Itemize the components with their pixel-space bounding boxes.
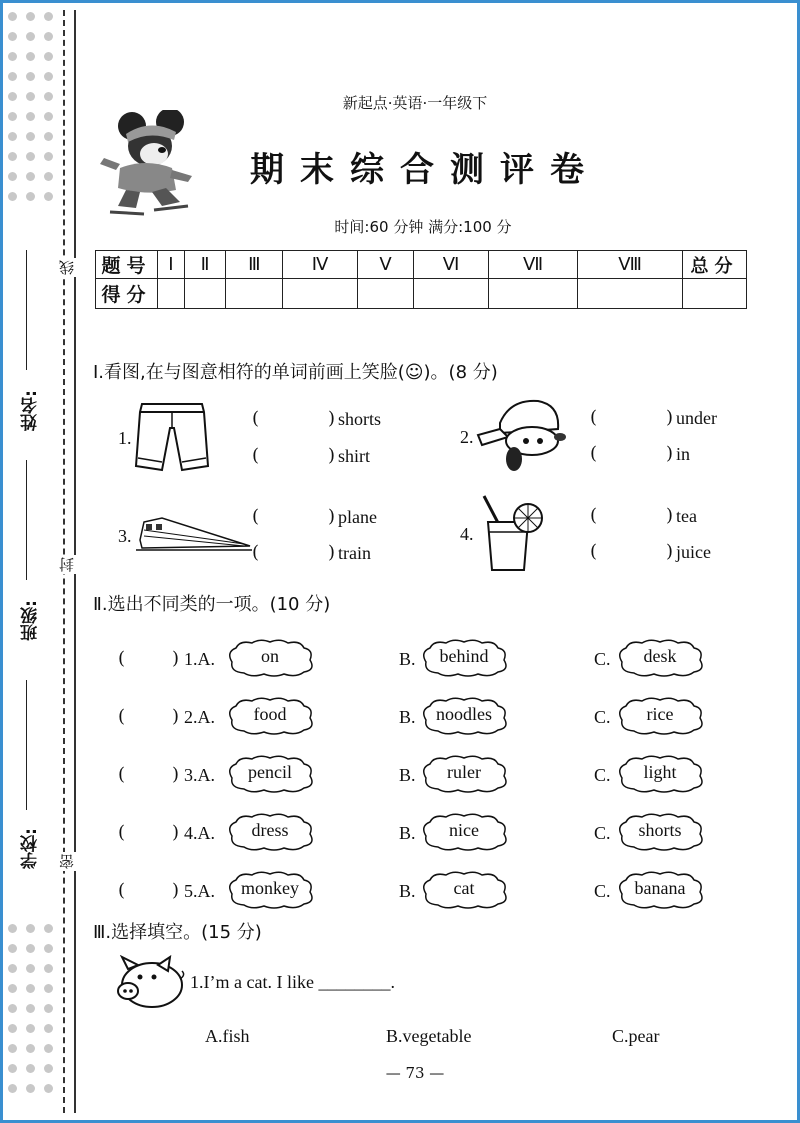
seal-word-secret: 密 [58, 854, 76, 869]
s2-row5-answer-close: ) [172, 880, 180, 901]
score-table [95, 250, 747, 309]
s2-row1-b-prefix: B. [399, 649, 416, 669]
exam-meta: 时间:60 分钟 满分:100 分 [334, 218, 512, 236]
s2-row3-option-b-cloud[interactable] [418, 754, 510, 794]
score-cell[interactable] [683, 279, 747, 309]
seal-word-line: 线 [58, 260, 76, 275]
s2-row2-b-prefix: B. [399, 707, 416, 727]
series-title: 新起点·英语·一年级下 [342, 94, 488, 112]
shorts-icon [132, 400, 212, 475]
score-cell[interactable] [414, 279, 489, 309]
s2-row3-option-b-word: ruler [447, 762, 481, 782]
seal-word-seal: 封 [58, 557, 76, 572]
s2-row3-option-c-word: light [643, 762, 677, 782]
s2-row4-number: 4.A. [184, 823, 215, 843]
s2-row5-answer-open[interactable]: ( [118, 880, 126, 901]
s1-answer-shorts[interactable]: shorts [338, 409, 382, 429]
s2-row3-number: 3.A. [184, 765, 215, 785]
s2-row2-option-c-cloud[interactable] [614, 696, 706, 736]
s2-row1-option-a-word: on [261, 646, 279, 666]
s2-row2-option-b-cloud[interactable] [418, 696, 510, 736]
s2-row4-answer-open[interactable]: ( [118, 822, 126, 843]
s2-row5-option-b-word: cat [453, 878, 475, 898]
score-cell[interactable] [357, 279, 413, 309]
s2-row1-option-b-word: behind [439, 646, 489, 666]
s2-row1-answer-close: ) [172, 648, 180, 669]
score-col-8: Ⅷ [578, 251, 683, 279]
school-label: 学校: [21, 828, 41, 869]
s2-row5-option-b-cloud[interactable] [418, 870, 510, 910]
s2-row1-option-c-cloud[interactable] [614, 638, 706, 678]
score-col-7: Ⅶ [488, 251, 578, 279]
s2-row5-option-c-cloud[interactable] [614, 870, 706, 910]
score-row-label: 得分 [96, 279, 158, 309]
s2-row2-answer-close: ) [172, 706, 180, 727]
s2-row5-option-a-word: monkey [241, 878, 299, 898]
school-line [26, 680, 27, 810]
s3-q1-option-b[interactable]: B.vegetable [386, 1026, 472, 1046]
section2-heading: Ⅱ.选出不同类的一项。(10 分) [93, 594, 331, 615]
s1-item2-number: 2. [460, 427, 474, 447]
score-cell[interactable] [578, 279, 683, 309]
page-number: — 73 — [385, 1064, 445, 1082]
name-line [26, 250, 27, 370]
s3-q1-option-c[interactable]: C.pear [612, 1026, 660, 1046]
s2-row5-c-prefix: C. [594, 881, 611, 901]
score-cell[interactable] [283, 279, 358, 309]
s2-row2-number: 2.A. [184, 707, 215, 727]
s1-answer-shirt[interactable]: shirt [338, 446, 371, 466]
score-col-total: 总分 [683, 251, 747, 279]
s2-row4-option-c-cloud[interactable] [614, 812, 706, 852]
s1-answer-train[interactable]: train [338, 543, 371, 563]
s1-item1-number: 1. [118, 428, 132, 448]
s1-answer-in[interactable]: in [676, 444, 691, 464]
s2-row2-option-a-cloud[interactable] [224, 696, 316, 736]
s2-row4-option-b-word: nice [449, 820, 479, 840]
s3-q1-option-a[interactable]: A.fish [205, 1026, 250, 1046]
s2-row3-option-c-cloud[interactable] [614, 754, 706, 794]
s2-row1-option-c-word: desk [643, 646, 677, 666]
s2-row3-answer-close: ) [172, 764, 180, 785]
score-table-score-row [96, 279, 747, 309]
score-table-header-row [96, 251, 747, 279]
s1-item3-number: 3. [118, 526, 132, 546]
s2-row1-option-a-cloud[interactable] [224, 638, 316, 678]
pig-icon [114, 955, 186, 1011]
s2-row5-option-a-cloud[interactable] [224, 870, 316, 910]
s2-row1-c-prefix: C. [594, 649, 611, 669]
s2-row2-answer-open[interactable]: ( [118, 706, 126, 727]
s2-row3-option-a-cloud[interactable] [224, 754, 316, 794]
s2-row2-c-prefix: C. [594, 707, 611, 727]
score-cell[interactable] [488, 279, 578, 309]
s2-row4-answer-close: ) [172, 822, 180, 843]
s2-row3-answer-open[interactable]: ( [118, 764, 126, 785]
s2-row4-option-b-cloud[interactable] [418, 812, 510, 852]
cap-and-dog-icon [474, 393, 570, 477]
s2-row5-option-c-word: banana [634, 878, 686, 898]
score-col-2: Ⅱ [184, 251, 226, 279]
s2-row2-option-b-word: noodles [436, 704, 492, 724]
s2-row4-option-a-cloud[interactable] [224, 812, 316, 852]
score-cell[interactable] [226, 279, 283, 309]
juice-glass-icon [476, 492, 548, 576]
score-cell[interactable] [184, 279, 226, 309]
s2-row3-c-prefix: C. [594, 765, 611, 785]
page-title: 期末综合测评卷 [250, 150, 600, 190]
s1-answer-juice[interactable]: juice [676, 542, 711, 562]
score-col-3: Ⅲ [226, 251, 283, 279]
s2-row2-option-a-word: food [253, 704, 287, 724]
class-line [26, 460, 27, 580]
s2-row4-option-c-word: shorts [638, 820, 682, 840]
class-label: 班级: [21, 600, 41, 641]
s3-question-1: 1.I’m a cat. I like ________. [190, 972, 395, 992]
s1-answer-under[interactable]: under [676, 408, 717, 428]
score-col-4: Ⅳ [283, 251, 358, 279]
score-table-row-label: 题号 [96, 251, 158, 279]
section3-heading: Ⅲ.选择填空。(15 分) [93, 922, 262, 943]
s2-row3-b-prefix: B. [399, 765, 416, 785]
s2-row2-option-c-word: rice [646, 704, 674, 724]
s2-row4-option-a-word: dress [251, 820, 289, 840]
s2-row1-number: 1.A. [184, 649, 215, 669]
s2-row1-option-b-cloud[interactable] [418, 638, 510, 678]
score-col-5: Ⅴ [357, 251, 413, 279]
score-col-6: Ⅵ [414, 251, 489, 279]
score-cell[interactable] [158, 279, 185, 309]
score-col-1: Ⅰ [158, 251, 185, 279]
s2-row4-b-prefix: B. [399, 823, 416, 843]
s2-row4-c-prefix: C. [594, 823, 611, 843]
s2-row3-option-a-word: pencil [248, 762, 292, 782]
s1-answer-plane[interactable]: plane [338, 507, 377, 527]
name-label: 姓名: [21, 390, 41, 431]
s1-item4-number: 4. [460, 524, 474, 544]
s2-row5-b-prefix: B. [399, 881, 416, 901]
s1-answer-tea[interactable]: tea [676, 506, 697, 526]
section1-heading: Ⅰ.看图,在与图意相符的单词前画上笑脸(☺)。(8 分) [93, 362, 498, 383]
train-icon [134, 512, 254, 552]
s2-row5-number: 5.A. [184, 881, 215, 901]
s2-row1-answer-open[interactable]: ( [118, 648, 126, 669]
